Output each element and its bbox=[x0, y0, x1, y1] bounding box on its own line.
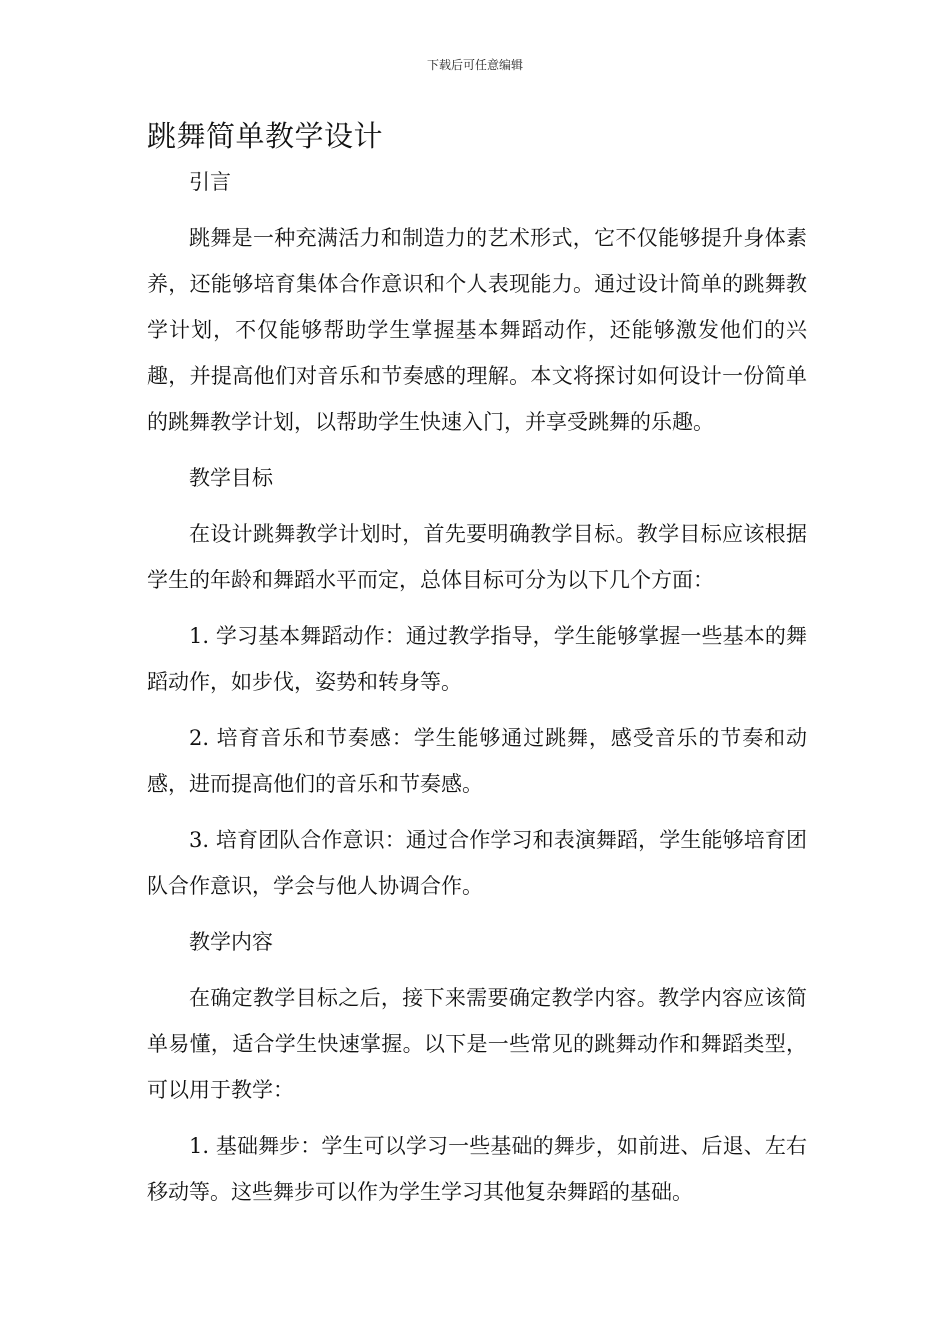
goal-item-2: 2. 培育音乐和节奏感：学生能够通过跳舞，感受音乐的节奏和动感，进而提高他们的音乐和节奏感。 bbox=[147, 726, 807, 796]
content-paragraph: 在确定教学目标之后，接下来需要确定教学内容。教学内容应该简单易懂，适合学生快速掌握。以下是一些常见的跳舞动作和舞蹈类型，可以用于教学： bbox=[147, 986, 807, 1102]
section-heading-intro: 引言 bbox=[189, 170, 231, 194]
section-heading-goals: 教学目标 bbox=[189, 466, 273, 490]
content-item-1: 1. 基础舞步：学生可以学习一些基础的舞步，如前进、后退、左右移动等。这些舞步可以作为学生学习其他复杂舞蹈的基础。 bbox=[147, 1134, 807, 1204]
document-title: 跳舞简单教学设计 bbox=[147, 119, 384, 153]
goal-item-3: 3. 培育团队合作意识：通过合作学习和表演舞蹈，学生能够培育团队合作意识，学会与他人协调合作。 bbox=[147, 828, 807, 898]
goals-paragraph: 在设计跳舞教学计划时，首先要明确教学目标。教学目标应该根据学生的年龄和舞蹈水平而定，总体目标可分为以下几个方面： bbox=[147, 522, 807, 592]
page-header: 下载后可任意编辑 bbox=[426, 58, 523, 72]
goal-item-1: 1. 学习基本舞蹈动作：通过教学指导，学生能够掌握一些基本的舞蹈动作，如步伐，姿势和转身等。 bbox=[147, 624, 807, 694]
document-body bbox=[147, 113, 807, 1215]
intro-paragraph: 跳舞是一种充满活力和制造力的艺术形式，它不仅能够提升身体素养，还能够培育集体合作意识和个人表现能力。通过设计简单的跳舞教学计划，不仅能够帮助学生掌握基本舞蹈动作，还能够激发他们的兴趣，并提高他们对音乐和节奏感的理解。本文将探讨如何设计一份简单的跳舞教学计划，以帮助学生快速入门，并享受跳舞的乐趣。 bbox=[147, 226, 807, 434]
section-heading-content: 教学内容 bbox=[189, 930, 273, 954]
